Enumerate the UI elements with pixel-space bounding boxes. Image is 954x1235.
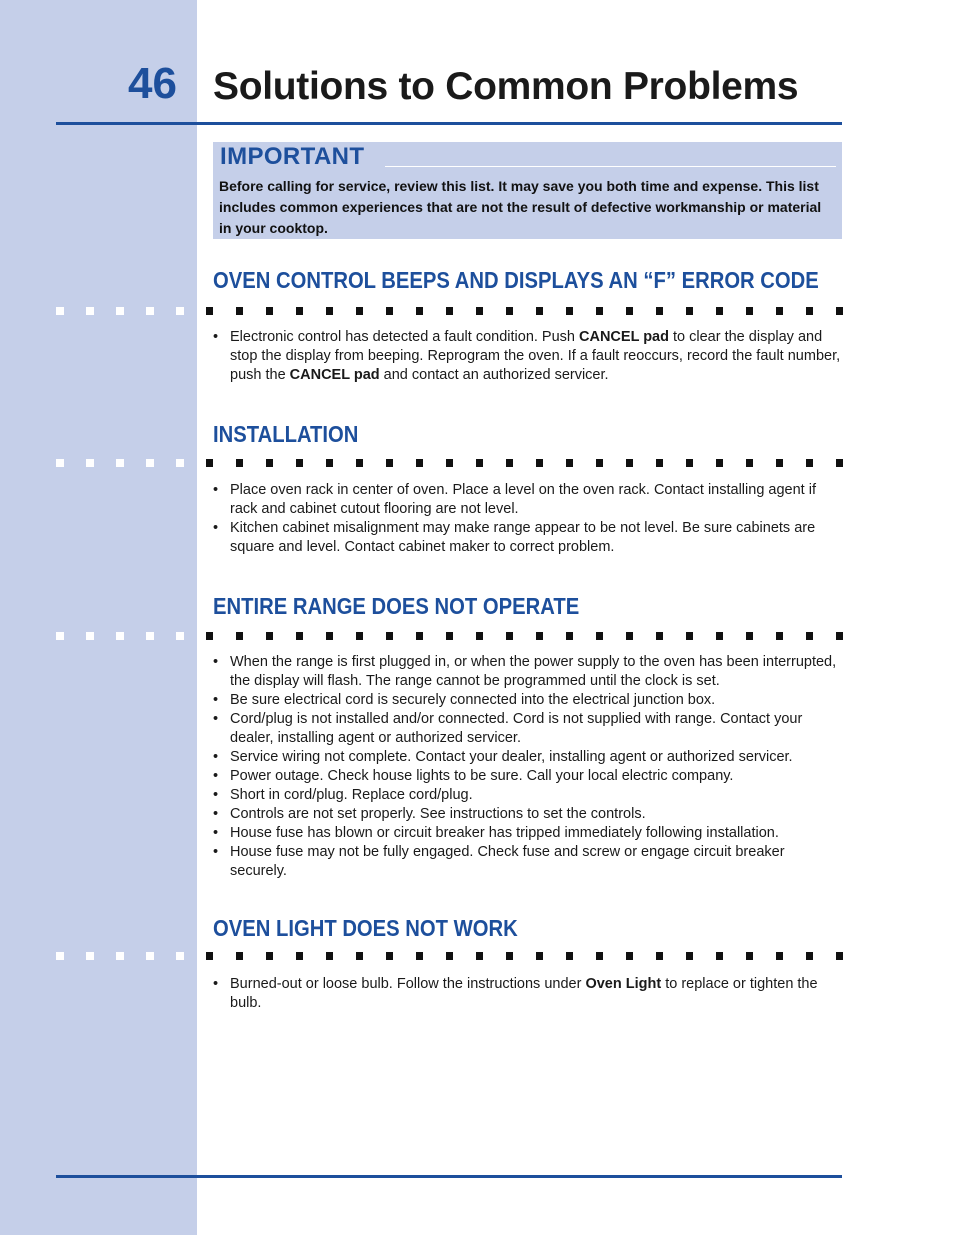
section-divider-margin <box>56 459 186 467</box>
section-heading-installation: INSTALLATION <box>213 421 359 447</box>
list-item: • When the range is first plugged in, or when the power supply to the oven has been interrupted, the display will flash. The range cannot be programmed until the clock is set. <box>213 653 843 691</box>
list-item: • Service wiring not complete. Contact your dealer, installing agent or authorized servicer. <box>213 748 843 767</box>
list-item: • Burned-out or loose bulb. Follow the instructions under Oven Light to replace or tighten the bulb. <box>213 975 843 1013</box>
section-divider <box>206 459 846 467</box>
section-divider <box>206 307 846 315</box>
section-divider-margin <box>56 952 186 960</box>
list-item: • Cord/plug is not installed and/or connected. Cord is not supplied with range. Contact your dealer, installing agent or authorized servicer. <box>213 710 843 748</box>
page-sidebar <box>0 0 197 1235</box>
list-item: • House fuse has blown or circuit breaker has tripped immediately following installation. <box>213 824 843 843</box>
list-item: • Place oven rack in center of oven. Place a level on the oven rack. Contact installing agent if rack and cabinet cutout flooring are not level. <box>213 481 843 519</box>
list-item: • Controls are not set properly. See instructions to set the controls. <box>213 805 843 824</box>
footer-rule <box>56 1175 842 1178</box>
important-heading: IMPORTANT <box>220 143 365 170</box>
section-divider <box>206 952 846 960</box>
list-item: • Be sure electrical cord is securely connected into the electrical junction box. <box>213 691 843 710</box>
section-heading-range-not-operate: ENTIRE RANGE DOES NOT OPERATE <box>213 593 580 619</box>
section-list <box>213 653 843 881</box>
section-divider-margin <box>56 632 186 640</box>
list-item: • Power outage. Check house lights to be sure. Call your local electric company. <box>213 767 843 786</box>
page-number: 46 <box>128 59 177 108</box>
section-divider <box>206 632 846 640</box>
list-item: • House fuse may not be fully engaged. Check fuse and screw or engage circuit breaker securely. <box>213 843 843 881</box>
important-text: Before calling for service, review this list. It may save you both time and expense. This list includes common experiences that are not the result of defective workmanship or material in your cooktop. <box>219 178 822 236</box>
section-list <box>213 481 843 557</box>
header-rule <box>56 122 842 125</box>
important-underline <box>385 166 836 167</box>
list-item: • Short in cord/plug. Replace cord/plug. <box>213 786 843 805</box>
section-heading-error-code: OVEN CONTROL BEEPS AND DISPLAYS AN “F” ERROR CODE <box>213 267 819 293</box>
important-box <box>213 142 842 239</box>
page-title: Solutions to Common Problems <box>213 65 799 108</box>
section-list <box>213 328 843 385</box>
list-item: • Electronic control has detected a fault condition. Push CANCEL pad to clear the display and stop the display from beeping. Reprogram the oven. If a fault reoccurs, record the fault number, push the CANCEL pad and contact an authorized servicer. <box>213 328 843 385</box>
section-divider-margin <box>56 307 186 315</box>
list-item: • Kitchen cabinet misalignment may make range appear to be not level. Be sure cabinets are square and level. Contact cabinet maker to correct problem. <box>213 519 843 557</box>
section-heading-oven-light: OVEN LIGHT DOES NOT WORK <box>213 915 518 941</box>
section-list <box>213 975 843 1013</box>
